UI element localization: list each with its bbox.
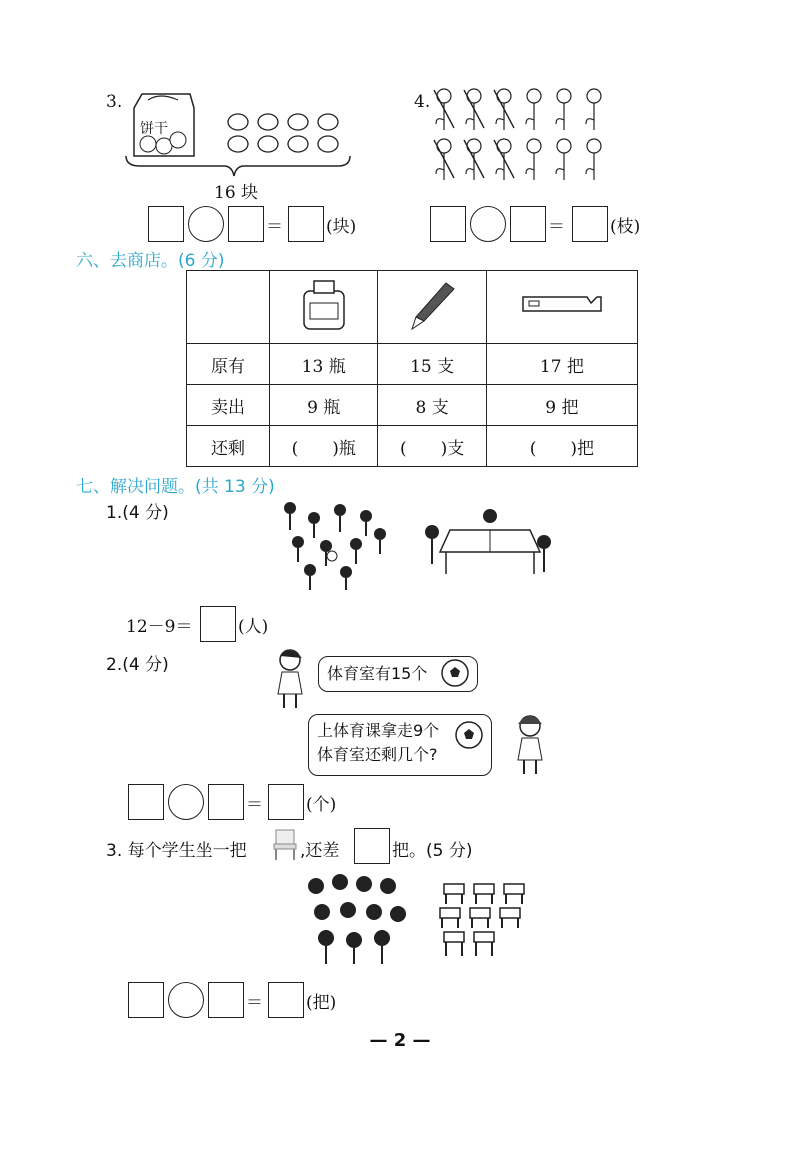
bubble-text: 体育室有15个	[327, 664, 428, 683]
table-cell: 13 瓶	[270, 344, 378, 385]
answer-box[interactable]	[268, 982, 304, 1018]
problem-3-number: 3.	[106, 92, 123, 112]
table-cell: 15 支	[378, 344, 486, 385]
equals-sign: ＝	[548, 217, 565, 237]
answer-box[interactable]	[208, 982, 244, 1018]
unit-label: (把)	[306, 993, 337, 1013]
answer-box[interactable]	[430, 206, 466, 242]
unit-label: (块)	[326, 217, 357, 237]
answer-box[interactable]	[288, 206, 324, 242]
girl-icon	[510, 712, 550, 776]
soccer-ball-icon	[454, 720, 484, 750]
bubble-text-line2: 体育室还剩几个?	[317, 745, 438, 764]
girl-icon	[270, 646, 310, 710]
operator-circle[interactable]	[168, 982, 204, 1018]
shop-table	[186, 270, 638, 467]
table-cell: 9 瓶	[270, 385, 378, 426]
operator-circle[interactable]	[470, 206, 506, 242]
children-playing-illustration	[270, 494, 560, 594]
equals-sign: ＝	[246, 795, 263, 815]
answer-box[interactable]	[572, 206, 608, 242]
answer-box[interactable]	[148, 206, 184, 242]
answer-box[interactable]	[208, 784, 244, 820]
soccer-ball-icon	[440, 658, 470, 688]
answer-box[interactable]	[128, 982, 164, 1018]
unit-label: (枝)	[610, 217, 641, 237]
q3-text-a: 3. 每个学生坐一把	[106, 841, 247, 861]
answer-box[interactable]	[200, 606, 236, 642]
pen-icon	[402, 277, 462, 333]
total-label: 16 块	[214, 183, 259, 203]
answer-cell[interactable]: ( )支	[378, 426, 486, 467]
ink-bottle-icon	[294, 277, 354, 333]
answer-cell[interactable]: ( )瓶	[270, 426, 378, 467]
bag-label: 饼干	[140, 121, 168, 137]
row-label: 原有	[187, 344, 270, 385]
table-cell: 8 支	[378, 385, 486, 426]
chair-icon	[270, 826, 300, 862]
answer-box[interactable]	[268, 784, 304, 820]
q2-number: 2.(4 分)	[106, 655, 169, 675]
q1-expression: 12－9＝	[126, 617, 193, 637]
ruler-icon	[517, 277, 607, 333]
unit-label: (人)	[238, 617, 269, 637]
row-label: 还剩	[187, 426, 270, 467]
students-group-illustration	[302, 872, 412, 968]
equals-sign: ＝	[266, 217, 283, 237]
page-number: — 2 —	[369, 1030, 431, 1051]
answer-box[interactable]	[354, 828, 390, 864]
table-cell: 9 把	[486, 385, 637, 426]
answer-box[interactable]	[228, 206, 264, 242]
equals-sign: ＝	[246, 993, 263, 1013]
problem-4-number: 4.	[414, 92, 431, 112]
table-cell: 17 把	[486, 344, 637, 385]
operator-circle[interactable]	[168, 784, 204, 820]
q3-text-b: ,还差	[300, 841, 340, 861]
operator-circle[interactable]	[188, 206, 224, 242]
flowers-illustration	[430, 86, 610, 190]
answer-box[interactable]	[128, 784, 164, 820]
section-6-heading: 六、去商店。(6 分)	[76, 251, 225, 271]
chairs-group-illustration	[436, 880, 536, 964]
bubble-text-line1: 上体育课拿走9个	[317, 721, 440, 740]
answer-cell[interactable]: ( )把	[486, 426, 637, 467]
answer-box[interactable]	[510, 206, 546, 242]
section-7-heading: 七、解决问题。(共 13 分)	[76, 477, 275, 497]
q1-number: 1.(4 分)	[106, 503, 169, 523]
unit-label: (个)	[306, 795, 337, 815]
row-label: 卖出	[187, 385, 270, 426]
q3-text-c: 把。(5 分)	[392, 841, 473, 861]
